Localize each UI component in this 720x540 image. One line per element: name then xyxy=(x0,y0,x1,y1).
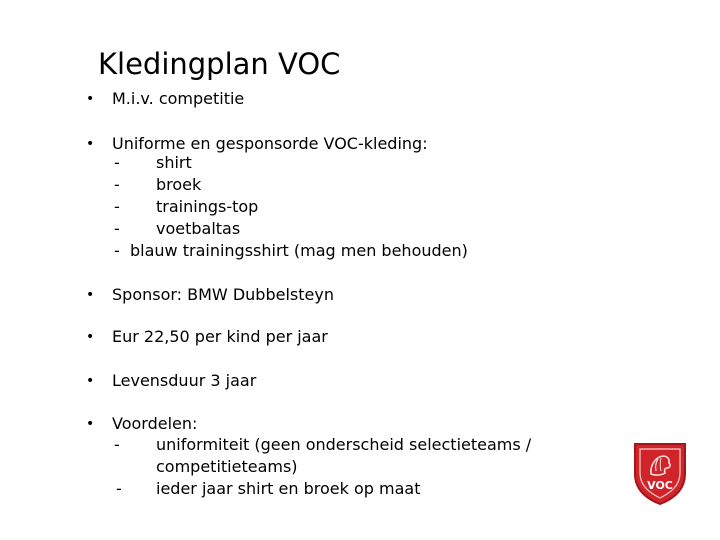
bullet-text-kleding: Uniforme en gesponsorde VOC-kleding: xyxy=(112,134,428,153)
bullet-text-competitie: M.i.v. competitie xyxy=(112,89,245,108)
sub-dash: - xyxy=(116,479,122,498)
sub-item-competitieteams: competitieteams) xyxy=(156,457,298,476)
bullet-text-sponsor: Sponsor: BMW Dubbelsteyn xyxy=(112,285,334,304)
sub-item-broek: broek xyxy=(156,175,202,194)
sub-dash: - xyxy=(114,197,120,216)
sub-dash: - xyxy=(114,435,120,454)
sub-item-trainings-top: trainings-top xyxy=(156,197,259,216)
sub-dash: - xyxy=(114,175,120,194)
bullet-marker: • xyxy=(86,329,95,345)
bullet-text-voordelen: Voordelen: xyxy=(112,414,198,433)
sub-item-voetbaltas: voetbaltas xyxy=(156,219,241,238)
sub-dash: - xyxy=(114,241,120,260)
sub-item-shirt: shirt xyxy=(156,153,192,172)
sub-dash: - xyxy=(114,153,120,172)
sub-item-uniformiteit: uniformiteit (geen onderscheid selectieteams / xyxy=(156,435,532,454)
club-logo xyxy=(631,440,689,506)
bullet-marker: • xyxy=(86,416,95,432)
bullet-text-prijs: Eur 22,50 per kind per jaar xyxy=(112,327,328,346)
sub-item-trainingsshirt: blauw trainingsshirt (mag men behouden) xyxy=(130,241,468,260)
bullet-marker: • xyxy=(86,91,95,107)
slide-title: Kledingplan VOC xyxy=(98,47,341,81)
bullet-marker: • xyxy=(86,373,95,389)
sub-dash: - xyxy=(114,219,120,238)
bullet-marker: • xyxy=(86,287,95,303)
logo-text: VOC xyxy=(647,479,673,492)
bullet-text-levensduur: Levensduur 3 jaar xyxy=(112,371,257,390)
sub-item-maat: ieder jaar shirt en broek op maat xyxy=(156,479,421,498)
club-crest-icon xyxy=(631,440,689,506)
bullet-marker: • xyxy=(86,136,95,152)
